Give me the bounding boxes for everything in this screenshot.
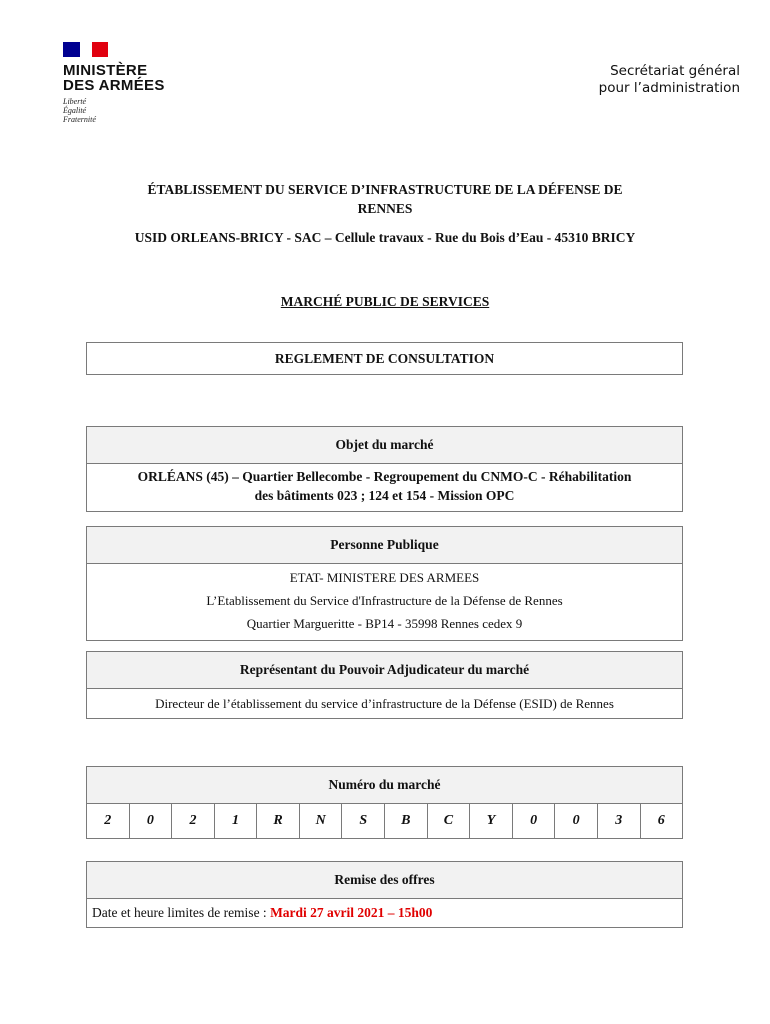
ministry-logo xyxy=(63,42,165,124)
personne-publique-box xyxy=(86,526,683,641)
numero-chars xyxy=(87,804,682,838)
motto-egalite: Égalité xyxy=(63,106,87,115)
personne-publique-line2: L’Etablissement du Service d'Infrastructure de la Défense de Rennes xyxy=(206,593,563,608)
numero-char: 2 xyxy=(87,804,130,838)
personne-publique-value xyxy=(87,564,682,640)
motto-fraternite: Fraternité xyxy=(63,115,96,124)
objet-line1: ORLÉANS (45) – Quartier Bellecombe - Regroupement du CNMO-C - Réhabilitation xyxy=(137,469,632,484)
numero-char: R xyxy=(257,804,300,838)
motto-liberte: Liberté xyxy=(63,97,87,106)
representant-value: Directeur de l’établissement du service d’infrastructure de la Défense (ESID) de Rennes xyxy=(155,696,614,711)
objet-box xyxy=(86,426,683,512)
objet-label: Objet du marché xyxy=(87,427,682,464)
numero-char: 0 xyxy=(130,804,173,838)
establishment-title-line1: ÉTABLISSEMENT DU SERVICE D’INFRASTRUCTURE DE LA DÉFENSE DE xyxy=(147,182,623,197)
numero-char: 0 xyxy=(555,804,598,838)
representant-box xyxy=(86,651,683,719)
numero-char: Y xyxy=(470,804,513,838)
ministry-name xyxy=(63,63,165,93)
numero-char: 0 xyxy=(513,804,556,838)
personne-publique-line1: ETAT- MINISTERE DES ARMEES xyxy=(289,570,480,585)
personne-publique-line3: Quartier Margueritte - BP14 - 35998 Rennes cedex 9 xyxy=(246,616,523,631)
remise-prefix: Date et heure limites de remise : xyxy=(92,905,271,920)
secretariat-general xyxy=(599,63,740,97)
remise-label: Remise des offres xyxy=(87,862,682,899)
remise-box xyxy=(86,861,683,928)
republic-motto xyxy=(63,97,165,124)
numero-char: S xyxy=(342,804,385,838)
objet-line2: des bâtiments 023 ; 124 et 154 - Mission OPC xyxy=(254,488,515,503)
remise-deadline: Mardi 27 avril 2021 – 15h00 xyxy=(270,905,433,920)
french-flag-icon xyxy=(63,42,108,57)
ministry-name-line1: MINISTÈRE xyxy=(63,62,148,79)
establishment-title-line2: RENNES xyxy=(357,201,413,216)
numero-box xyxy=(86,766,683,839)
numero-char: 2 xyxy=(172,804,215,838)
numero-label: Numéro du marché xyxy=(87,767,682,804)
market-type-text: MARCHÉ PUBLIC DE SERVICES xyxy=(280,294,490,309)
numero-char: N xyxy=(300,804,343,838)
numero-char: B xyxy=(385,804,428,838)
numero-char: 3 xyxy=(598,804,641,838)
document-title: REGLEMENT DE CONSULTATION xyxy=(274,351,495,366)
secretariat-line2: pour l’administration xyxy=(598,80,740,96)
objet-value xyxy=(87,464,682,511)
document-title-box xyxy=(86,342,683,375)
establishment-title xyxy=(95,180,675,218)
secretariat-line1: Secrétariat général xyxy=(610,63,740,79)
remise-value xyxy=(87,899,682,927)
numero-char: 6 xyxy=(657,813,665,828)
numero-char: 1 xyxy=(215,804,258,838)
personne-publique-label: Personne Publique xyxy=(87,527,682,564)
ministry-name-line2: DES ARMÉES xyxy=(63,77,165,94)
establishment-address: USID ORLEANS-BRICY - SAC – Cellule travaux - Rue du Bois d’Eau - 45310 BRICY xyxy=(134,230,636,245)
numero-char: C xyxy=(428,804,471,838)
representant-label: Représentant du Pouvoir Adjudicateur du marché xyxy=(87,652,682,689)
market-type xyxy=(95,292,675,311)
